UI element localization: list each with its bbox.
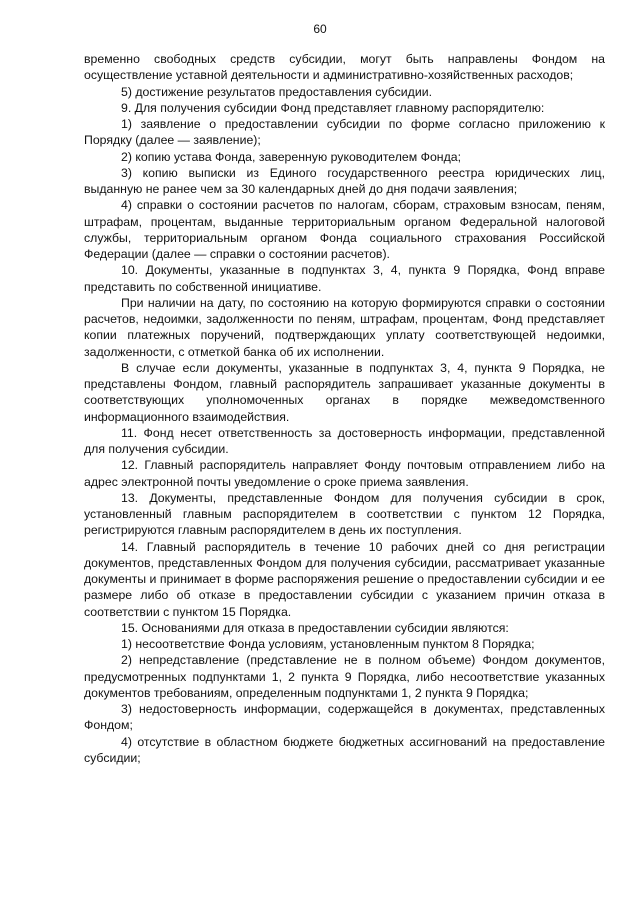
paragraph: 3) копию выписки из Единого государственного реестра юридических лиц, выданную не ранее чем за 30 календарных дней до дня подачи заявления; <box>84 165 605 196</box>
paragraph: 15. Основаниями для отказа в предоставлении субсидии являются: <box>121 620 509 635</box>
paragraph: 12. Главный распорядитель направляет Фонду почтовым отправлением либо на адрес электронной почты уведомление о сроке приема заявления. <box>84 458 605 489</box>
paragraph: 2) непредставление (представление не в полном объеме) Фондом документов, предусмотренных подпунктами 1, 2 пункта 9 Порядка, либо несоответствие указанных документов требованиям, определенным подпунктами 1, 2 пункта 9 Порядка; <box>84 653 605 700</box>
paragraph: 5) достижение результатов предоставления субсидии. <box>121 84 432 99</box>
paragraph: 3) недостоверность информации, содержащейся в документах, представленных Фондом; <box>84 702 605 733</box>
paragraph: 9. Для получения субсидии Фонд представляет главному распорядителю: <box>121 100 545 115</box>
paragraph: 2) копию устава Фонда, заверенную руководителем Фонда; <box>121 149 462 164</box>
paragraph: 13. Документы, представленные Фондом для получения субсидии в срок, установленный главным распорядителем в соответствии с пунктом 12 Порядка, регистрируются главным распорядителем в день их поступления. <box>84 490 605 538</box>
paragraph: В случае если документы, указанные в подпунктах 3, 4, пункта 9 Порядка, не представлены Фондом, главный распорядитель запрашивает указанные документы в соответствующих уполномоченных органах в порядке межведомственного информационного взаимодействия. <box>84 360 605 424</box>
paragraph: 1) заявление о предоставлении субсидии по форме согласно приложению к Порядку (далее — заявление); <box>84 117 605 148</box>
paragraph: 4) справки о состоянии расчетов по налогам, сборам, страховым взносам, пеням, штрафам, процентам, выданные территориальным органом Федеральной налоговой службы, территориальным органом Фонда социального страхования Российской Федерации (далее — справки о состоянии расчетов). <box>84 198 605 261</box>
page-number: 60 <box>313 22 327 36</box>
paragraph: При наличии на дату, по состоянию на которую формируются справки о состоянии расчетов, недоимки, задолженности по пеням, штрафам, процентам, Фонд представляет копии платежных поручений, подтверждающих уплату соответствующей недоимки, задолженности, с отметкой банка об их исполнении. <box>84 295 605 359</box>
paragraph: 1) несоответствие Фонда условиям, установленным пунктом 8 Порядка; <box>121 637 535 651</box>
document-body <box>84 51 605 766</box>
paragraph: 10. Документы, указанные в подпунктах 3, 4, пункта 9 Порядка, Фонд вправе представить по собственной инициативе. <box>84 263 605 294</box>
paragraph: временно свободных средств субсидии, могут быть направлены Фондом на осуществление уставной деятельности и административно-хозяйственных расходов; <box>84 52 605 83</box>
paragraph: 11. Фонд несет ответственность за достоверность информации, представленной для получения субсидии. <box>84 425 605 456</box>
paragraph: 14. Главный распорядитель в течение 10 рабочих дней со дня регистрации документов, представленных Фондом для получения субсидии, рассматривает указанные документы и принимает в форме распоряжения решение о предоставлении субсидии и ее размере либо об отказе в предоставлении субсидии с указанием причин отказа в соответствии с пунктом 15 Порядка. <box>84 539 605 619</box>
paragraph: 4) отсутствие в областном бюджете бюджетных ассигнований на предоставление субсидии; <box>84 734 605 765</box>
